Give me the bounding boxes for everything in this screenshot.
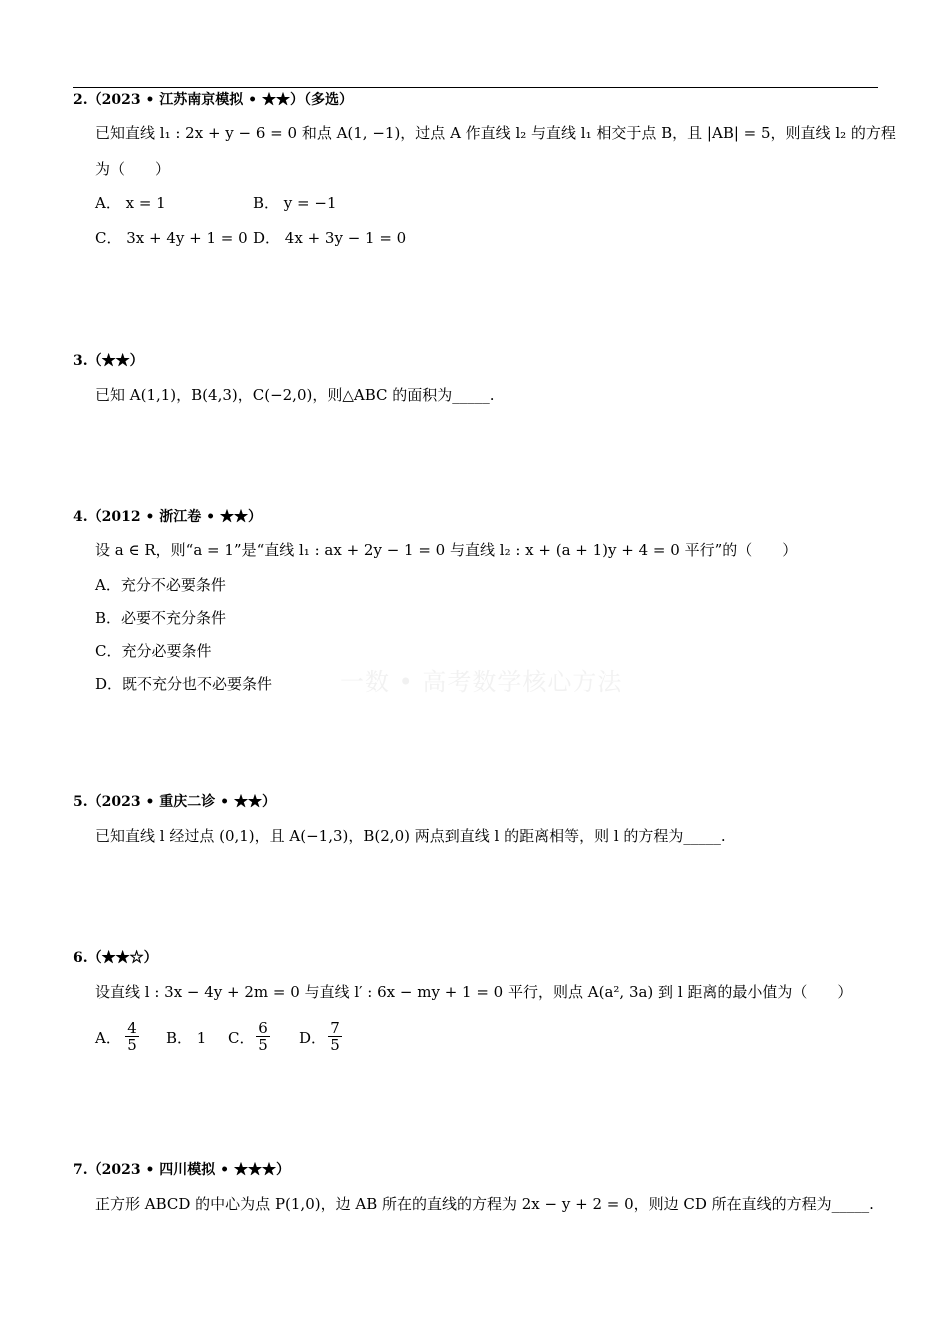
question-2-head: 2.（2023 • 江苏南京模拟 • ★★）（多选） [73,92,353,108]
question-6-option-a-label: A． [95,1029,121,1047]
question-6-stem: 设直线 l : 3x − 4y + 2m = 0 与直线 l′ : 6x − my + 1 = 0 平行，则点 A(a², 3a) 到 l 距离的最小值为（ ） [95,983,853,1001]
watermark: 一数 • 高考数学核心方法 [340,668,623,696]
question-4-option-b: B．必要不充分条件 [95,609,227,627]
fraction-denominator: 5 [127,1036,137,1054]
question-3-head: 3.（★★） [73,353,144,369]
question-4-option-a: A．充分不必要条件 [95,576,226,594]
question-5-stem: 已知直线 l 经过点 (0,1)，且 A(−1,3)，B(2,0) 两点到直线 l 的距离相等，则 l 的方程为_____. [95,827,726,845]
question-6-option-d-label: D． [299,1029,327,1047]
question-6-option-d [299,1027,326,1049]
question-7-head: 7.（2023 • 四川模拟 • ★★★） [73,1162,290,1178]
question-6-option-a-fraction [125,1020,139,1053]
top-rule [73,87,878,88]
question-4-stem: 设 a ∈ R，则“a = 1”是“直线 l₁ : ax + 2y − 1 = 0 与直线 l₂ : x + (a + 1)y + 4 = 0 平行”的（ ） [95,541,798,559]
question-2-option-c: C． 3x + 4y + 1 = 0 [95,229,248,247]
question-4-option-d: D．既不充分也不必要条件 [95,675,273,693]
question-4-head: 4.（2012 • 浙江卷 • ★★） [73,509,262,525]
question-6-option-c-fraction [256,1020,270,1053]
question-5 [73,791,883,845]
fraction-numerator: 4 [125,1020,139,1037]
question-6 [73,947,883,1054]
question-4-option-c: C．充分必要条件 [95,642,212,660]
question-2 [73,89,896,247]
fraction-numerator: 6 [256,1020,270,1037]
question-7 [73,1159,883,1213]
question-2-stem-line-1: 已知直线 l₁ : 2x + y − 6 = 0 和点 A(1, −1)，过点 A 作直线 l₂ 与直线 l₁ 相交于点 B，且 |AB| = 5，则直线 l₂ 的方程 [95,124,896,142]
question-6-option-c [228,1027,254,1049]
question-6-option-b: B． 1 [166,1029,207,1047]
question-3 [73,350,883,404]
question-6-option-d-fraction [328,1020,342,1053]
question-6-option-a [95,1027,121,1049]
question-2-stem-line-2: 为（ ） [95,160,171,178]
question-6-head: 6.（★★☆） [73,950,158,966]
question-5-head: 5.（2023 • 重庆二诊 • ★★） [73,794,276,810]
question-3-stem: 已知 A(1,1)，B(4,3)，C(−2,0)，则△ABC 的面积为_____. [95,386,495,404]
fraction-denominator: 5 [258,1036,268,1054]
fraction-numerator: 7 [328,1020,342,1037]
fraction-denominator: 5 [330,1036,340,1054]
question-2-option-a: A． x = 1 [95,194,166,212]
question-2-option-d: D． 4x + 3y − 1 = 0 [253,229,407,247]
question-6-option-c-label: C． [228,1029,255,1047]
question-2-option-b: B． y = −1 [253,194,337,212]
question-7-stem: 正方形 ABCD 的中心为点 P(1,0)，边 AB 所在的直线的方程为 2x − y + 2 = 0，则边 CD 所在直线的方程为_____. [95,1195,874,1213]
